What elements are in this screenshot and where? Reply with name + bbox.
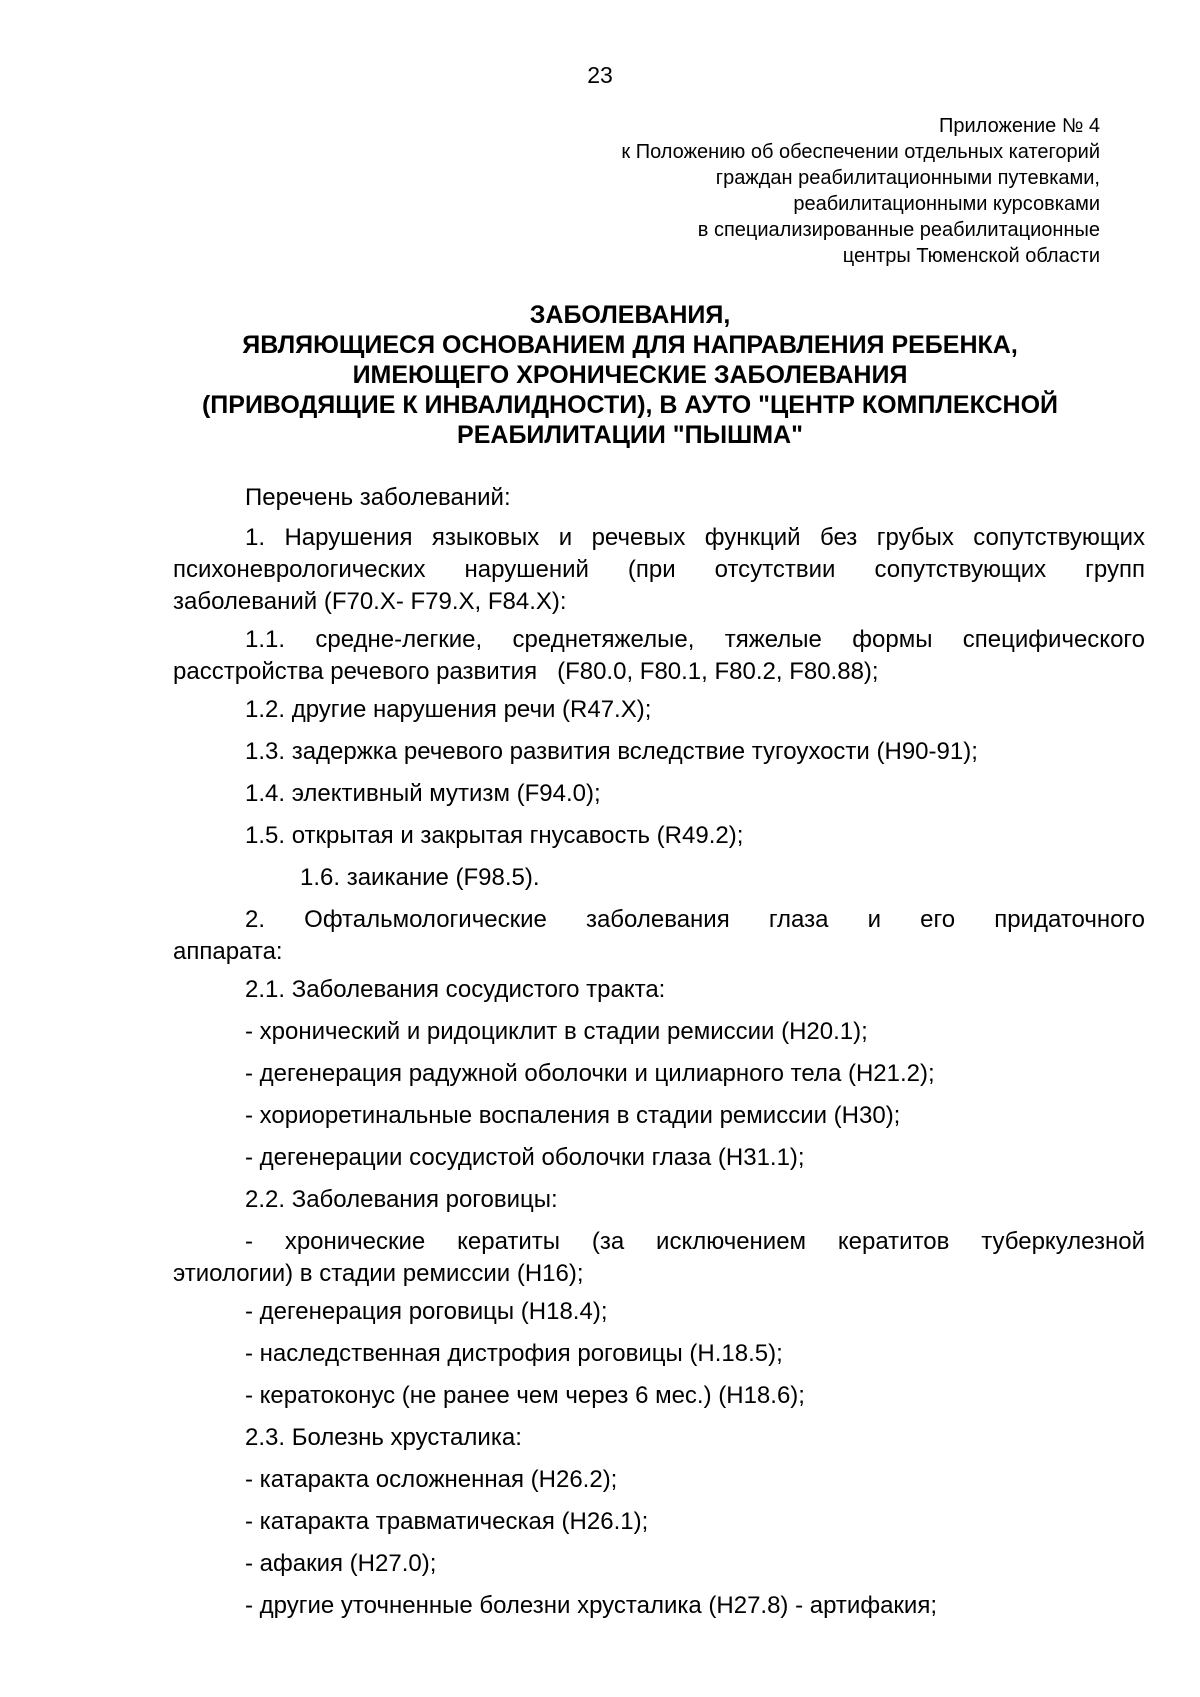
list-item: - хориоретинальные воспаления в стадии ремиссии (H30); <box>245 1102 901 1129</box>
appendix-line: к Положению об обеспечении отдельных категорий <box>621 141 1100 163</box>
list-item: - наследственная дистрофия роговицы (H.18.5); <box>245 1340 783 1367</box>
list-item: - хронический и ридоциклит в стадии ремиссии (H20.1); <box>245 1018 868 1045</box>
list-item: - катаракта травматическая (H26.1); <box>245 1508 649 1535</box>
appendix-line: в специализированные реабилитационные <box>697 219 1100 241</box>
appendix-line: реабилитационными курсовками <box>793 193 1100 215</box>
item-1-1 <box>173 624 1145 688</box>
list-item: - дегенерация роговицы (H18.4); <box>245 1298 608 1325</box>
title-line: ЯВЛЯЮЩИЕСЯ ОСНОВАНИЕМ ДЛЯ НАПРАВЛЕНИЯ РЕБЕНКА, <box>242 331 1018 359</box>
item-1-3: 1.3. задержка речевого развития вследствие тугоухости (H90-91); <box>245 738 978 765</box>
item-2-1: 2.1. Заболевания сосудистого тракта: <box>245 976 666 1003</box>
title-line: ЗАБОЛЕВАНИЯ, <box>529 301 731 329</box>
list-item: - дегенерация радужной оболочки и цилиарного тела (H21.2); <box>245 1060 935 1087</box>
item-1-6: 1.6. заикание (F98.5). <box>300 864 540 891</box>
page-number: 23 <box>587 62 613 88</box>
section-2-paragraph <box>173 904 1145 968</box>
paragraph-line: заболеваний (F70.X- F79.X, F84.X): <box>173 588 567 615</box>
section-1-paragraph <box>173 522 1145 618</box>
paragraph-line: 1.1. средне-легкие, среднетяжелые, тяжелые формы специфического <box>245 626 1145 653</box>
title-line: ИМЕЮЩЕГО ХРОНИЧЕСКИЕ ЗАБОЛЕВАНИЯ <box>352 361 908 389</box>
title-line: (ПРИВОДЯЩИЕ К ИНВАЛИДНОСТИ), В АУТО "ЦЕНТР КОМПЛЕКСНОЙ <box>201 391 1059 419</box>
list-item: - другие уточненные болезни хрусталика (H27.8) - артифакия; <box>245 1592 937 1619</box>
item-1-5: 1.5. открытая и закрытая гнусавость (R49.2); <box>245 822 744 849</box>
paragraph-line: 1. Нарушения языковых и речевых функций без грубых сопутствующих <box>245 524 1145 551</box>
appendix-header <box>400 113 1100 269</box>
list-item: - афакия (H27.0); <box>245 1550 437 1577</box>
paragraph-line: 2. Офтальмологические заболевания глаза и его придаточного <box>245 906 1145 933</box>
document-title <box>160 300 1100 450</box>
list-item: - катаракта осложненная (H26.2); <box>245 1466 618 1493</box>
item-2-3: 2.3. Болезнь хрусталика: <box>245 1424 522 1451</box>
list-item: - дегенерации сосудистой оболочки глаза (H31.1); <box>245 1144 805 1171</box>
item-2-2: 2.2. Заболевания роговицы: <box>245 1186 558 1213</box>
paragraph-line: аппарата: <box>173 938 283 965</box>
list-item: - кератоконус (не ранее чем через 6 мес.) (H18.6); <box>245 1382 805 1409</box>
paragraph-line: расстройства речевого развития (F80.0, F80.1, F80.2, F80.88); <box>173 658 879 685</box>
appendix-line: центры Тюменской области <box>842 245 1100 267</box>
paragraph-line: психоневрологических нарушений (при отсутствии сопутствующих групп <box>173 556 1145 583</box>
item-1-2: 1.2. другие нарушения речи (R47.X); <box>245 696 652 723</box>
list-intro: Перечень заболеваний: <box>245 484 511 511</box>
paragraph-line: - хронические кератиты (за исключением кератитов туберкулезной <box>245 1228 1145 1255</box>
item-1-4: 1.4. элективный мутизм (F94.0); <box>245 780 601 807</box>
paragraph-line: этиологии) в стадии ремиссии (H16); <box>173 1260 584 1287</box>
title-line: РЕАБИЛИТАЦИИ "ПЫШМА" <box>457 421 803 449</box>
appendix-line: граждан реабилитационными путевками, <box>715 167 1100 189</box>
appendix-line: Приложение № 4 <box>939 115 1100 137</box>
list-item <box>173 1226 1145 1290</box>
